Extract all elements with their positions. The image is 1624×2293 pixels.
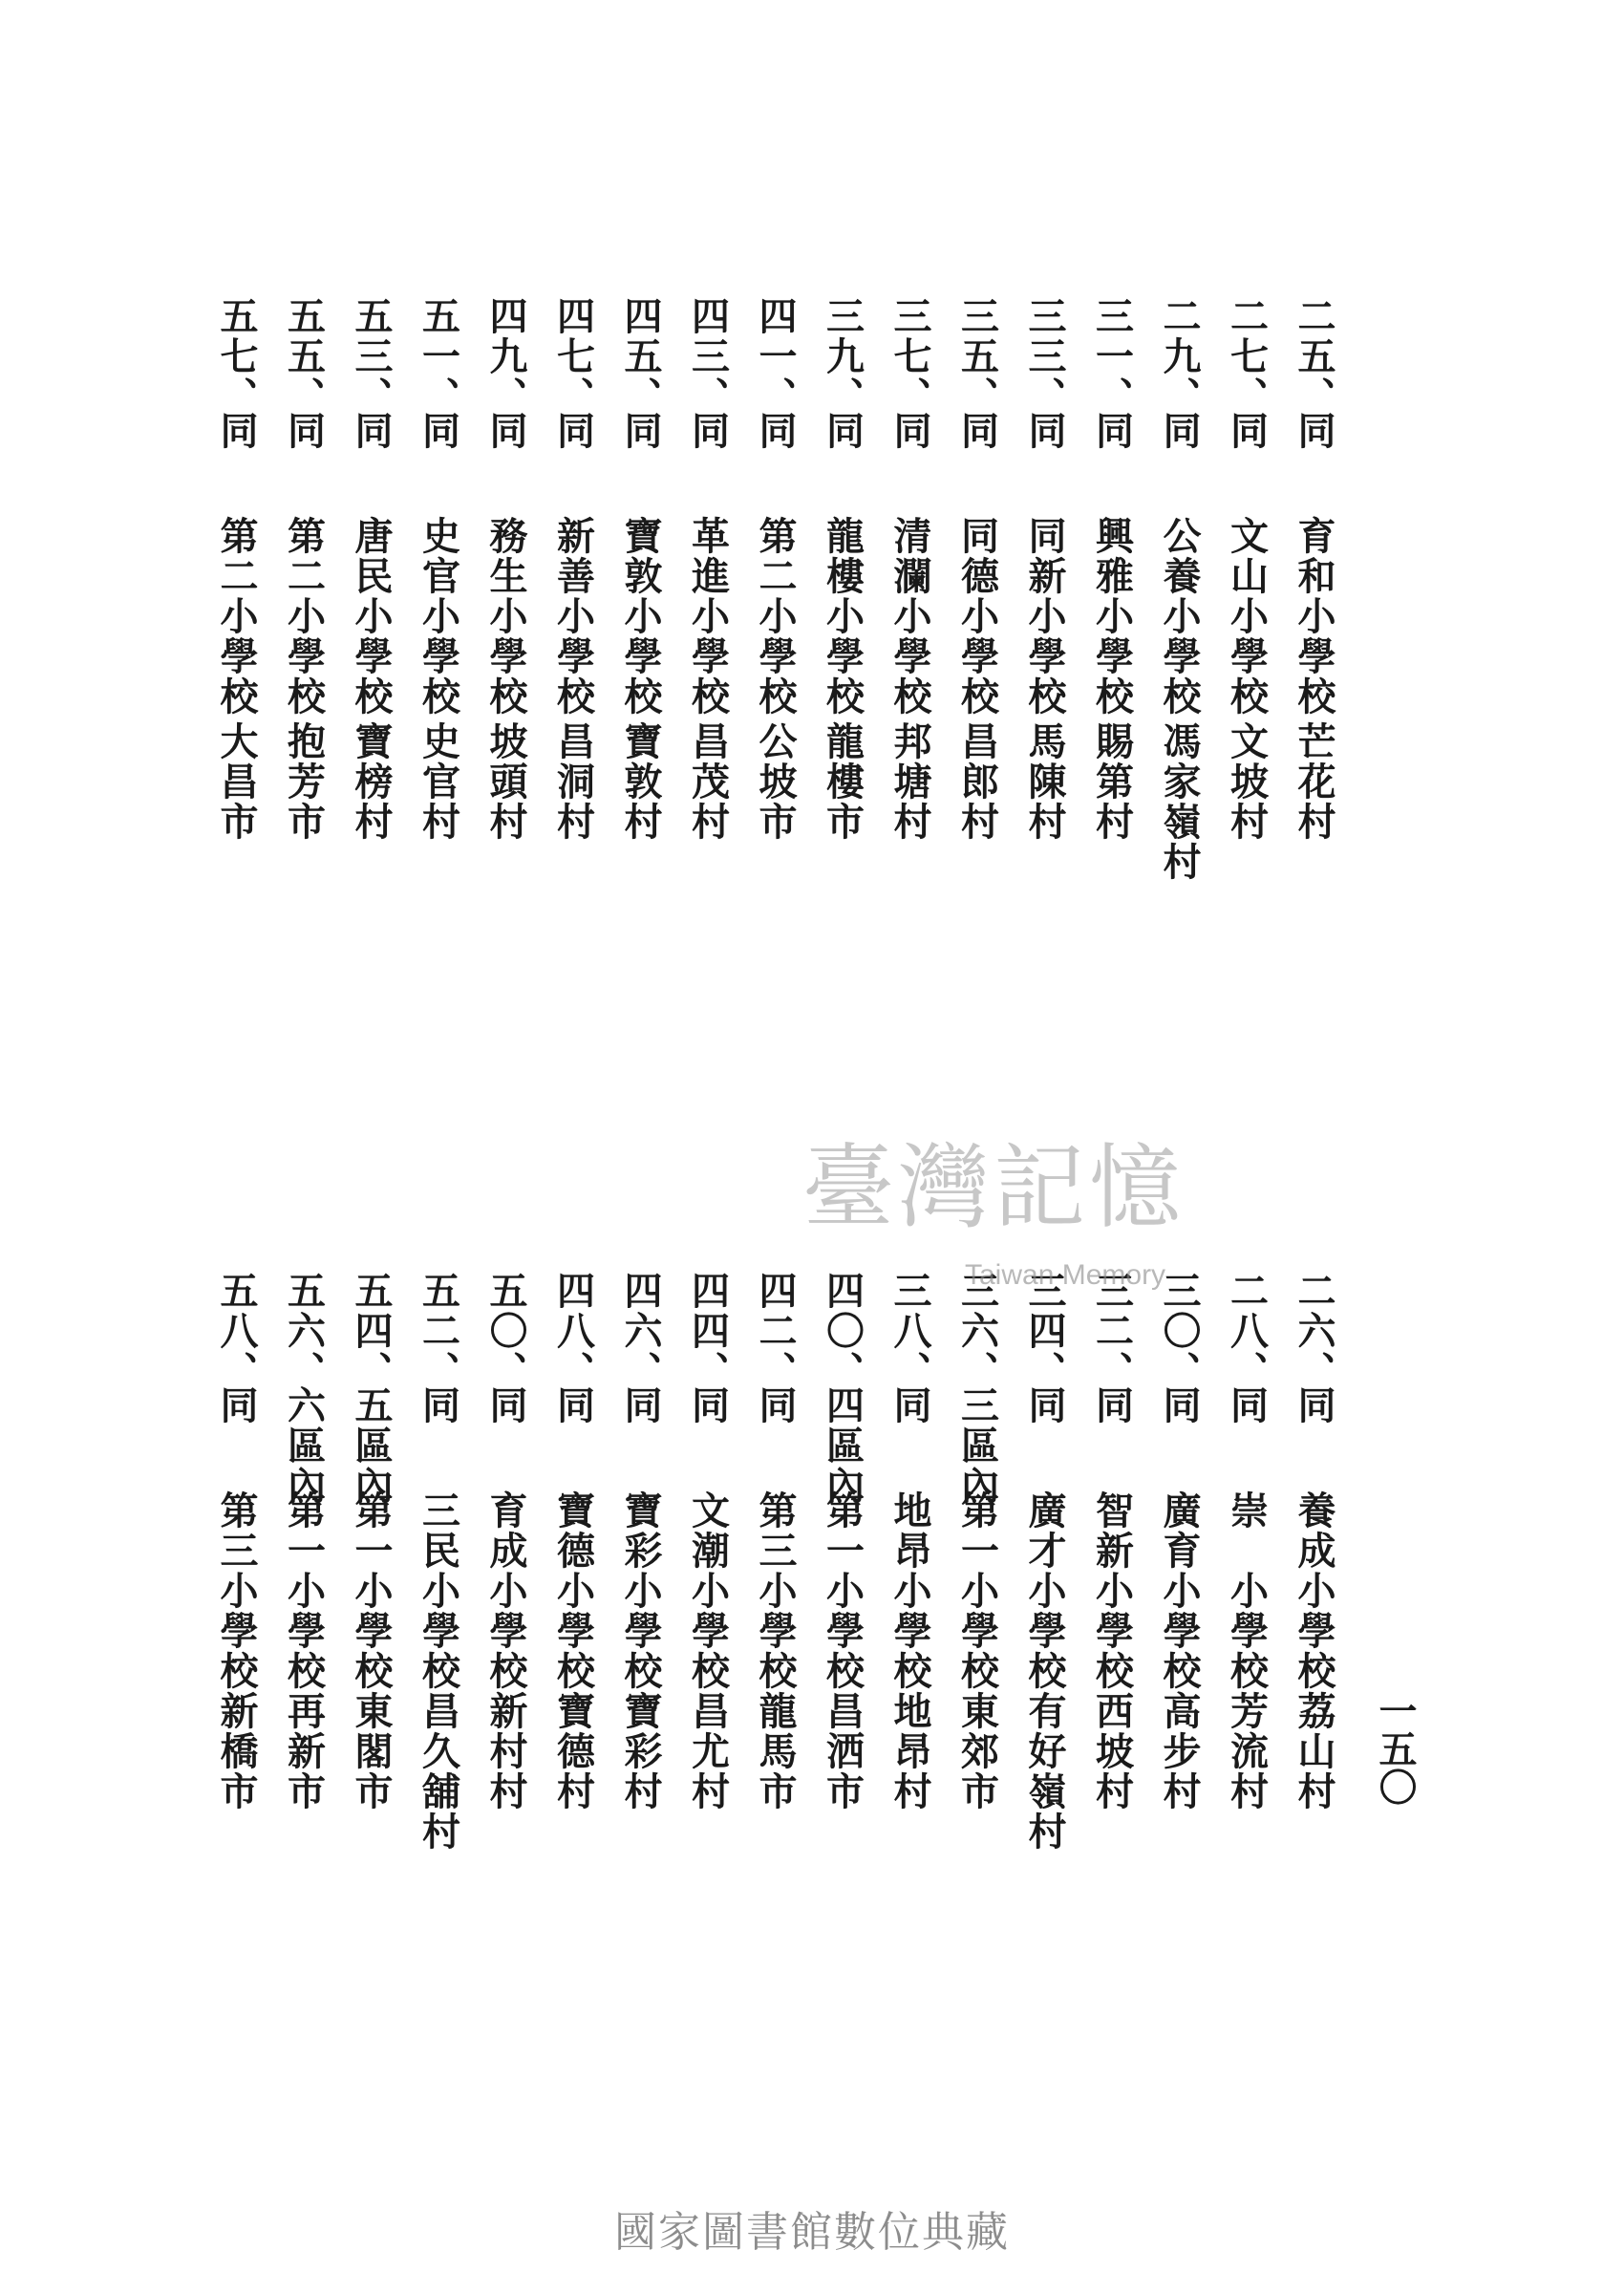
entry-district: 同 [685, 411, 731, 451]
entry-school: 興雅小學校 [1089, 516, 1135, 717]
entry-location: 昌洞村 [550, 721, 596, 842]
entry-district: 五區內 [349, 1385, 394, 1506]
entry-location: 有好嶺村 [1022, 1691, 1067, 1852]
entry-school: 寶彩小學校 [618, 1490, 663, 1691]
entry-school: 第二小學校 [753, 516, 798, 717]
entry-district: 同 [954, 411, 1000, 451]
entry-number: 五六、 [281, 1271, 327, 1391]
entry-district: 同 [483, 1385, 528, 1425]
entry-district: 同 [1022, 411, 1067, 451]
entry-school: 同德小學校 [954, 516, 1000, 717]
entry-number: 五七、 [214, 296, 259, 417]
entry-school: 公養小學校 [1157, 516, 1202, 717]
entry-number: 五三、 [349, 296, 394, 417]
entry-location: 昌洒市 [820, 1691, 865, 1811]
entry-school: 務生小學校 [483, 516, 528, 717]
entry-location: 邦塘村 [887, 721, 932, 842]
entry-number: 四四、 [685, 1271, 731, 1391]
entry-location: 大昌市 [214, 721, 259, 842]
entry-district: 同 [685, 1385, 731, 1425]
entry-district: 同 [618, 1385, 663, 1425]
watermark-logo: 臺灣記憶 [802, 1134, 1185, 1241]
entry-school: 史官小學校 [416, 516, 461, 717]
entry-number: 四八、 [550, 1271, 596, 1391]
entry-number: 五八、 [214, 1271, 259, 1391]
entry-school: 龍樓小學校 [820, 516, 865, 717]
entry-number: 四一、 [753, 296, 798, 417]
entry-number: 五四、 [349, 1271, 394, 1391]
entry-location: 寶榜村 [349, 721, 394, 842]
entry-number: 三〇、 [1157, 1271, 1202, 1391]
entry-number: 二八、 [1224, 1271, 1270, 1391]
entry-number: 二七、 [1224, 296, 1270, 417]
entry-district: 同 [214, 1385, 259, 1425]
entry-school: 第二小學校 [214, 516, 259, 717]
entry-location: 東閣市 [349, 1691, 394, 1811]
entry-location: 寶德村 [550, 1691, 596, 1811]
entry-district: 同 [1292, 411, 1336, 451]
entry-location: 寶彩村 [618, 1691, 663, 1811]
entry-school: 同新小學校 [1022, 516, 1067, 717]
entry-district: 四區內 [820, 1385, 865, 1506]
entry-district: 同 [753, 411, 798, 451]
entry-number: 二五、 [1292, 296, 1336, 417]
entry-number: 二九、 [1157, 296, 1202, 417]
entry-number: 二六、 [1292, 1271, 1336, 1391]
entry-number: 四七、 [550, 296, 596, 417]
entry-location: 龍樓市 [820, 721, 865, 842]
entry-school: 文山小學校 [1224, 516, 1270, 717]
entry-number: 五二、 [416, 1271, 461, 1391]
entry-location: 芒花村 [1292, 721, 1336, 842]
entry-location: 東郊市 [954, 1691, 1000, 1811]
entry-district: 同 [1089, 411, 1135, 451]
entry-number: 四三、 [685, 296, 731, 417]
entry-district: 同 [1224, 411, 1270, 451]
entry-school: 智新小學校 [1089, 1490, 1135, 1691]
entry-number: 三六、 [954, 1271, 1000, 1391]
entry-number: 三三、 [1022, 296, 1067, 417]
entry-location: 文坡村 [1224, 721, 1270, 842]
entry-school: 第一小學校 [954, 1490, 1000, 1691]
entry-location: 史官村 [416, 721, 461, 842]
entry-location: 西坡村 [1089, 1691, 1135, 1811]
entry-school: 革進小學校 [685, 516, 731, 717]
entry-location: 抱芳市 [281, 721, 327, 842]
entry-district: 同 [416, 411, 461, 451]
entry-number: 三七、 [887, 296, 932, 417]
entry-location: 昌久舖村 [416, 1691, 461, 1852]
entry-number: 三一、 [1089, 296, 1135, 417]
entry-school: 第三小學校 [753, 1490, 798, 1691]
entry-location: 地昂村 [887, 1691, 932, 1811]
entry-location: 寶敦村 [618, 721, 663, 842]
entry-number: 四五、 [618, 296, 663, 417]
entry-school: 文潮小學校 [685, 1490, 731, 1691]
entry-number: 三五、 [954, 296, 1000, 417]
entry-district: 同 [820, 411, 865, 451]
entry-district: 同 [483, 411, 528, 451]
entry-school: 第三小學校 [214, 1490, 259, 1691]
entry-school: 育和小學校 [1292, 516, 1336, 717]
entry-number: 三二、 [1089, 1271, 1135, 1391]
entry-location: 新橋市 [214, 1691, 259, 1811]
entry-number: 四〇、 [820, 1271, 865, 1391]
entry-location: 新村村 [483, 1691, 528, 1811]
entry-location: 馬陳村 [1022, 721, 1067, 842]
entry-number: 三八、 [887, 1271, 932, 1391]
watermark-subtitle: Taiwan Memory [965, 1259, 1166, 1291]
entry-number: 四二、 [753, 1271, 798, 1391]
entry-school: 第一小學校 [281, 1490, 327, 1691]
entry-location: 公坡市 [753, 721, 798, 842]
entry-location: 荔山村 [1292, 1691, 1336, 1811]
entry-school: 育成小學校 [483, 1490, 528, 1691]
page-number: 一五〇 [1373, 1691, 1418, 1806]
entry-district: 同 [887, 411, 932, 451]
entry-school: 崇 小學校 [1224, 1490, 1270, 1691]
entry-district: 同 [1157, 1385, 1202, 1425]
entry-school: 新善小學校 [550, 516, 596, 717]
entry-district: 同 [618, 411, 663, 451]
entry-district: 同 [349, 411, 394, 451]
entry-district: 同 [1224, 1385, 1270, 1425]
entry-school: 寶敦小學校 [618, 516, 663, 717]
entry-number: 四六、 [618, 1271, 663, 1391]
footer-credit: 國家圖書館數位典藏 [614, 2208, 1010, 2257]
entry-district: 同 [1022, 1385, 1067, 1425]
entry-location: 芳流村 [1224, 1691, 1270, 1811]
entry-school: 廣才小學校 [1022, 1490, 1067, 1691]
entry-school: 三民小學校 [416, 1490, 461, 1691]
entry-location: 龍馬市 [753, 1691, 798, 1811]
entry-number: 三九、 [820, 296, 865, 417]
entry-number: 五〇、 [483, 1271, 528, 1391]
entry-location: 再新市 [281, 1691, 327, 1811]
entry-number: 三四、 [1022, 1271, 1067, 1391]
entry-school: 地昂小學校 [887, 1490, 932, 1691]
entry-district: 同 [887, 1385, 932, 1425]
entry-location: 馮家嶺村 [1157, 721, 1202, 882]
entry-school: 廣育小學校 [1157, 1490, 1202, 1691]
entry-location: 坡頭村 [483, 721, 528, 842]
entry-district: 六區內 [281, 1385, 327, 1506]
entry-number: 四九、 [483, 296, 528, 417]
entry-location: 高步村 [1157, 1691, 1202, 1811]
entry-district: 三區內 [954, 1385, 1000, 1506]
entry-location: 昌尤村 [685, 1691, 731, 1811]
entry-district: 同 [1292, 1385, 1336, 1425]
entry-location: 賜第村 [1089, 721, 1135, 842]
entry-number: 五一、 [416, 296, 461, 417]
entry-district: 同 [550, 1385, 596, 1425]
entry-district: 同 [1157, 411, 1202, 451]
entry-district: 同 [416, 1385, 461, 1425]
entry-school: 清瀾小學校 [887, 516, 932, 717]
entry-school: 養成小學校 [1292, 1490, 1336, 1691]
entry-location: 昌茂村 [685, 721, 731, 842]
entry-school: 唐民小學校 [349, 516, 394, 717]
entry-district: 同 [550, 411, 596, 451]
entry-school: 寶德小學校 [550, 1490, 596, 1691]
entry-district: 同 [281, 411, 327, 451]
entry-location: 昌郎村 [954, 721, 1000, 842]
entry-number: 五五、 [281, 296, 327, 417]
entry-district: 同 [753, 1385, 798, 1425]
entry-school: 第一小學校 [349, 1490, 394, 1691]
entry-school: 第二小學校 [281, 516, 327, 717]
entry-school: 第一小學校 [820, 1490, 865, 1691]
entry-district: 同 [214, 411, 259, 451]
entry-district: 同 [1089, 1385, 1135, 1425]
